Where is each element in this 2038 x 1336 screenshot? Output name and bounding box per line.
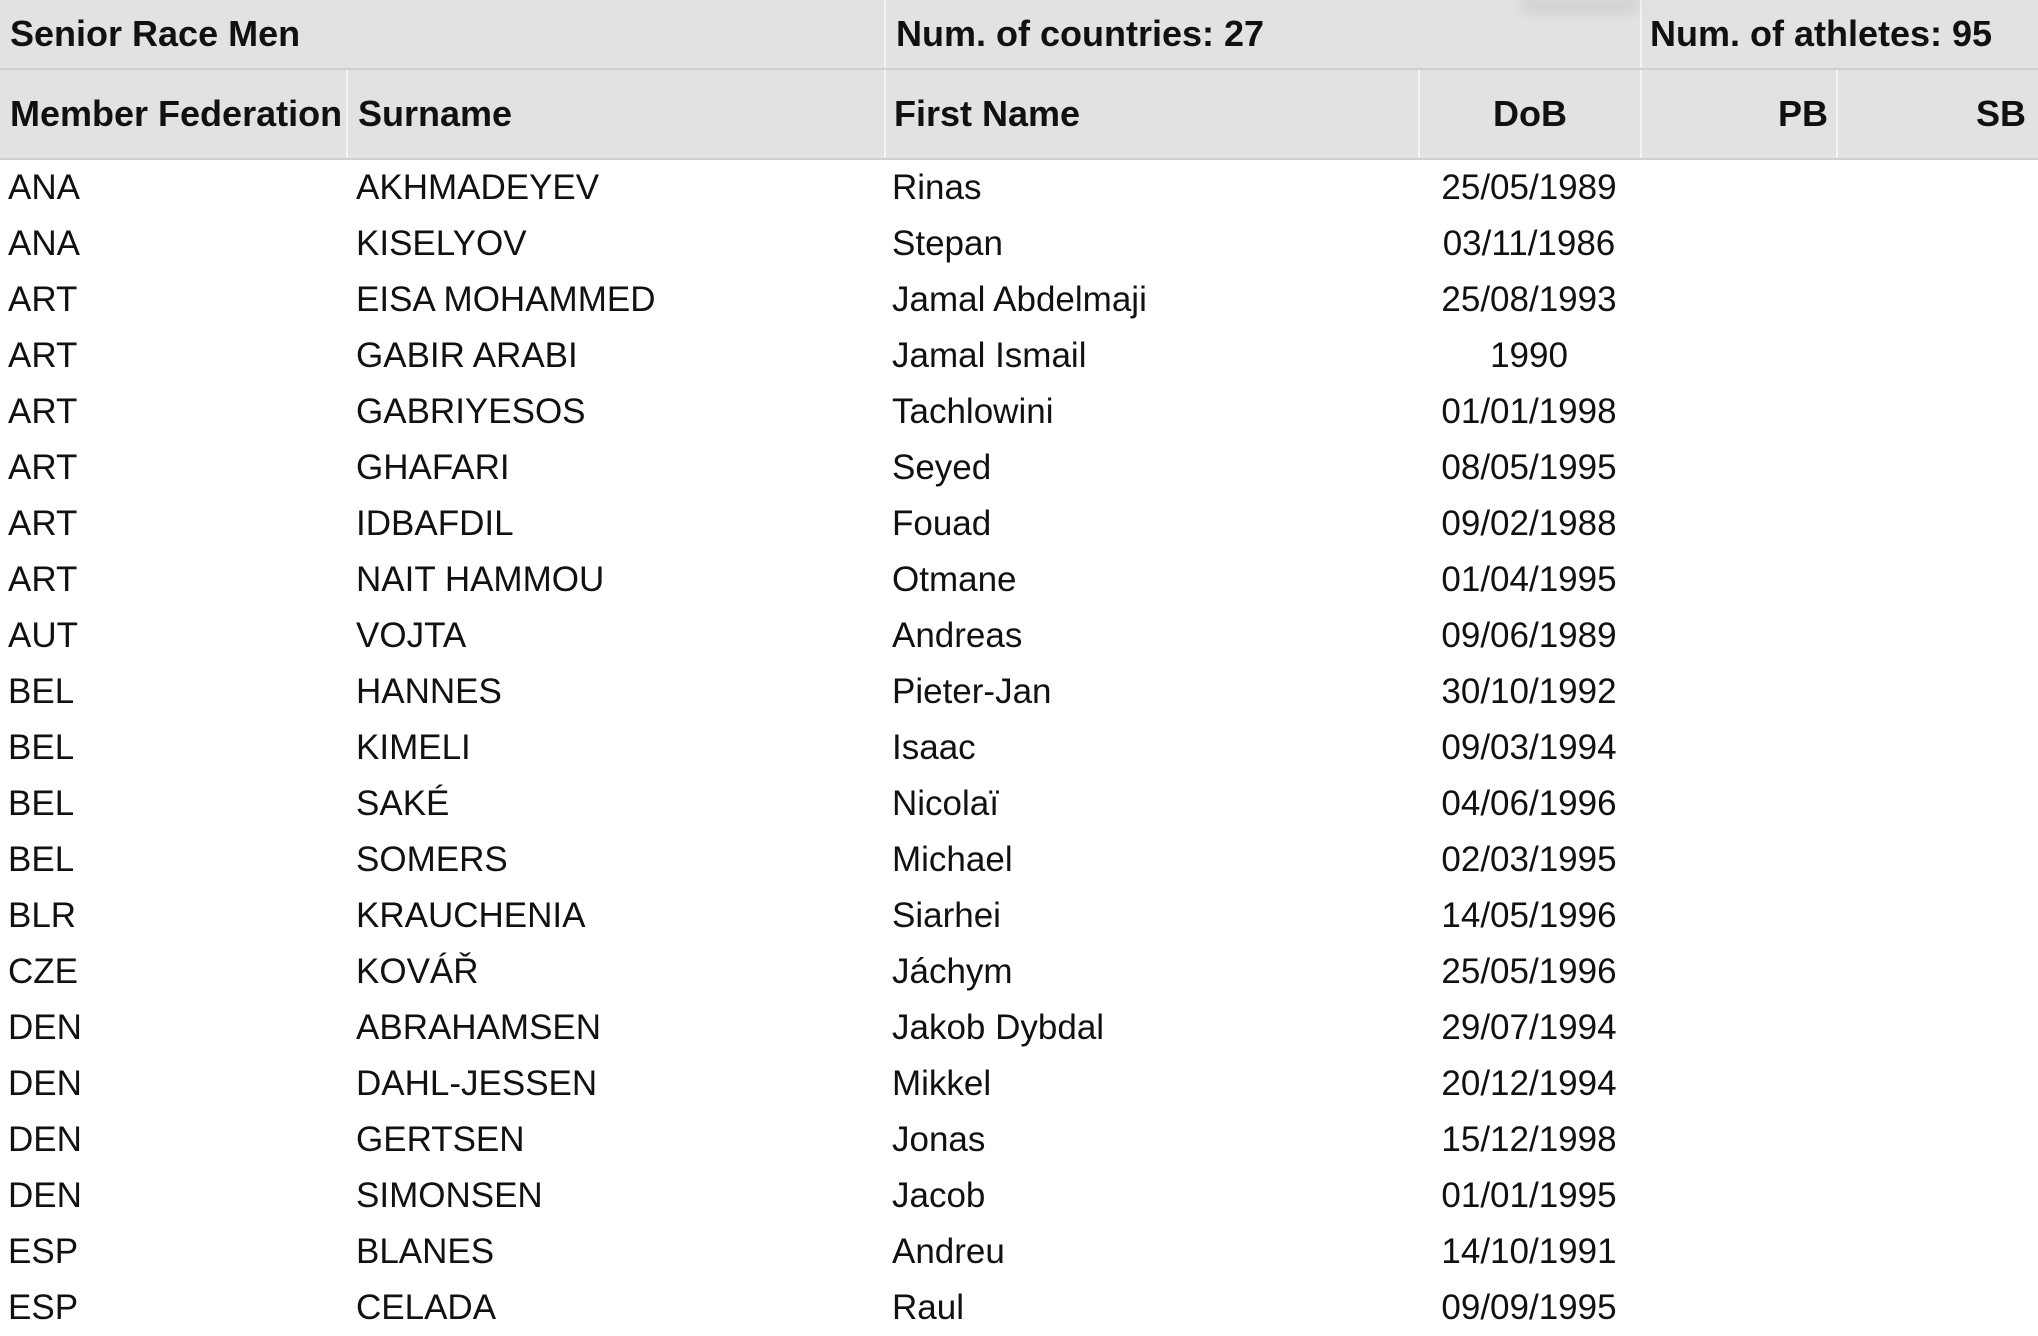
cell-federation: ART [8,280,78,319]
table-row [0,1000,2038,1056]
table-row [0,384,2038,440]
column-header-surname[interactable]: Surname [348,70,886,158]
cell-dob: 04/06/1996 [1441,784,1617,823]
table-row [0,552,2038,608]
cell-federation: BEL [8,728,75,767]
cell-dob: 25/08/1993 [1441,280,1617,319]
cell-first-name: Jáchym [892,952,1013,991]
table-row [0,160,2038,216]
cell-dob: 01/01/1995 [1441,1176,1617,1215]
cell-dob: 01/01/1998 [1441,392,1617,431]
cell-surname: HANNES [356,672,502,711]
cell-first-name: Isaac [892,728,976,767]
cell-first-name: Stepan [892,224,1003,263]
cell-federation: ANA [8,224,80,263]
cell-federation: BEL [8,840,75,879]
cell-first-name: Mikkel [892,1064,992,1103]
race-title: Senior Race Men [0,0,886,68]
cell-dob: 03/11/1986 [1442,224,1616,263]
cell-surname: BLANES [356,1232,495,1271]
cell-surname: ABRAHAMSEN [356,1008,602,1047]
cell-surname: IDBAFDIL [356,504,514,543]
cell-dob: 1990 [1490,336,1568,375]
cell-dob: 20/12/1994 [1441,1064,1617,1103]
cell-dob: 25/05/1996 [1441,952,1617,991]
cell-federation: ART [8,336,78,375]
table-row [0,1280,2038,1336]
column-header-federation[interactable]: Member Federation [0,70,348,158]
cell-federation: ESP [8,1288,79,1327]
table-row [0,888,2038,944]
cell-federation: DEN [8,1008,82,1047]
cell-federation: ART [8,448,78,487]
overlay-shadow [1520,0,1640,18]
cell-federation: ART [8,504,78,543]
athletes-count: Num. of athletes: 95 [1650,13,1993,54]
cell-dob: 02/03/1995 [1441,840,1617,879]
cell-first-name: Andreu [892,1232,1005,1271]
cell-first-name: Michael [892,840,1013,879]
cell-federation: CZE [8,952,78,991]
athlete-table-body [0,160,2038,1336]
cell-first-name: Tachlowini [892,392,1054,431]
cell-first-name: Raul [892,1288,964,1327]
table-row [0,1056,2038,1112]
cell-first-name: Jakob Dybdal [892,1008,1105,1047]
cell-surname: AKHMADEYEV [356,168,600,207]
cell-surname: VOJTA [356,616,467,655]
cell-dob: 09/06/1989 [1441,616,1617,655]
table-row [0,328,2038,384]
table-row [0,720,2038,776]
title-header-row [0,0,2038,70]
cell-dob: 25/05/1989 [1441,168,1617,207]
column-header-sb[interactable]: SB [1975,93,2026,134]
cell-federation: ANA [8,168,80,207]
cell-first-name: Otmane [892,560,1017,599]
cell-surname: CELADA [356,1288,497,1327]
cell-first-name: Jamal Ismail [892,336,1087,375]
cell-dob: 09/02/1988 [1441,504,1617,543]
cell-first-name: Jamal Abdelmaji [892,280,1147,319]
column-header-dob[interactable]: DoB [1420,70,1642,158]
cell-dob: 01/04/1995 [1441,560,1617,599]
cell-surname: SIMONSEN [356,1176,543,1215]
cell-surname: GERTSEN [356,1120,525,1159]
cell-first-name: Rinas [892,168,982,207]
cell-federation: DEN [8,1176,82,1215]
cell-federation: BLR [8,896,77,935]
cell-first-name: Siarhei [892,896,1001,935]
cell-surname: KOVÁŘ [356,952,479,991]
table-row [0,272,2038,328]
cell-surname: GABIR ARABI [356,336,578,375]
cell-federation: DEN [8,1120,82,1159]
cell-federation: BEL [8,672,75,711]
table-row [0,1112,2038,1168]
cell-federation: ART [8,392,78,431]
cell-first-name: Nicolaï [892,784,999,823]
cell-surname: SOMERS [356,840,508,879]
cell-dob: 14/05/1996 [1441,896,1617,935]
table-row [0,496,2038,552]
cell-federation: BEL [8,784,75,823]
cell-first-name: Andreas [892,616,1023,655]
table-row [0,1224,2038,1280]
cell-first-name: Jonas [892,1120,986,1159]
cell-dob: 15/12/1998 [1441,1120,1617,1159]
table-row [0,1168,2038,1224]
cell-surname: GHAFARI [356,448,510,487]
cell-dob: 29/07/1994 [1441,1008,1617,1047]
cell-surname: KIMELI [356,728,471,767]
cell-dob: 14/10/1991 [1441,1232,1617,1271]
cell-surname: SAKÉ [356,784,450,823]
cell-federation: AUT [8,616,78,655]
column-header-row [0,70,2038,160]
cell-surname: KISELYOV [356,224,527,263]
countries-count: Num. of countries: 27 [886,0,1642,68]
cell-surname: GABRIYESOS [356,392,586,431]
cell-first-name: Fouad [892,504,992,543]
table-row [0,216,2038,272]
cell-dob: 09/09/1995 [1441,1288,1617,1327]
cell-first-name: Jacob [892,1176,986,1215]
table-row [0,832,2038,888]
cell-dob: 09/03/1994 [1441,728,1617,767]
cell-federation: ART [8,560,78,599]
cell-dob: 30/10/1992 [1441,672,1617,711]
cell-federation: ESP [8,1232,79,1271]
cell-dob: 08/05/1995 [1441,448,1617,487]
table-row [0,776,2038,832]
column-header-pb[interactable]: PB [1642,70,1838,158]
cell-first-name: Seyed [892,448,992,487]
table-row [0,664,2038,720]
table-row [0,944,2038,1000]
cell-surname: NAIT HAMMOU [356,560,605,599]
cell-surname: EISA MOHAMMED [356,280,656,319]
cell-surname: DAHL-JESSEN [356,1064,598,1103]
column-header-first-name[interactable]: First Name [886,70,1420,158]
cell-first-name: Pieter-Jan [892,672,1052,711]
cell-federation: DEN [8,1064,82,1103]
table-row [0,440,2038,496]
table-row [0,608,2038,664]
cell-surname: KRAUCHENIA [356,896,586,935]
